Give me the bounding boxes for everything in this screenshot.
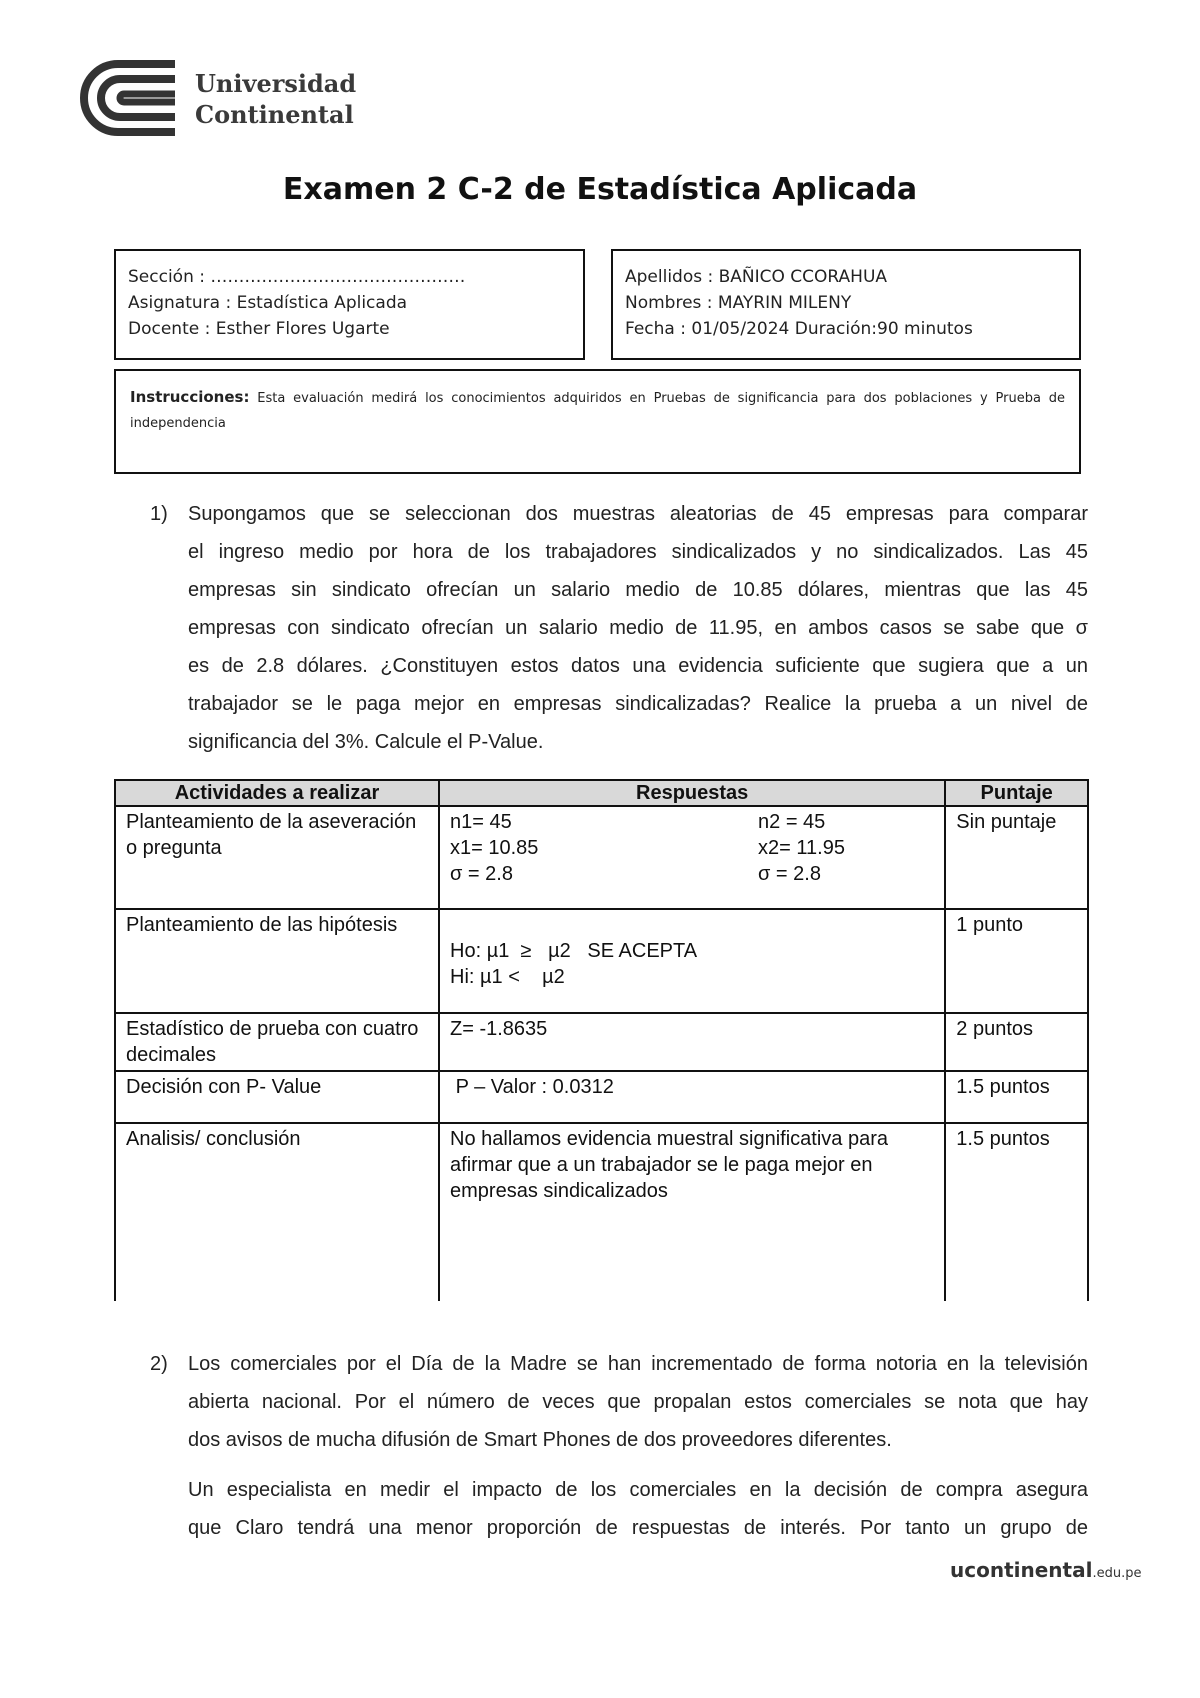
course-info-box: [114, 249, 585, 360]
question-1-line: empresas con sindicato ofrecían un salario medio de 11.95, en ambos casos se sabe que σ: [188, 617, 1088, 639]
activity-cell: Analisis/ conclusión: [115, 1123, 439, 1301]
table-header-row: [115, 780, 1088, 806]
score-cell: 1.5 puntos: [945, 1071, 1088, 1123]
surname-line: Apellidos : BAÑICO CCORAHUA: [625, 267, 888, 287]
score-cell: 2 puntos: [945, 1013, 1088, 1071]
subject-line: Asignatura : Estadística Aplicada: [128, 293, 408, 313]
student-info-box: [611, 249, 1081, 360]
question-1-line: Supongamos que se seleccionan dos muestras aleatorias de 45 empresas para comparar: [188, 503, 1088, 525]
score-cell: 1 punto: [945, 909, 1088, 1013]
teacher-line: Docente : Esther Flores Ugarte: [128, 319, 390, 339]
footer-brand: [950, 1558, 1141, 1582]
table-row: [115, 1013, 1088, 1071]
answer-cell: No hallamos evidencia muestral significativa para afirmar que a un trabajador se le paga mejor en empresas sindicalizados: [439, 1123, 945, 1301]
activity-cell: Planteamiento de la aseveración o pregunta: [115, 806, 439, 909]
header-answers: Respuestas: [439, 780, 945, 806]
logo-line-1: Universidad: [195, 69, 357, 98]
university-logo: [80, 60, 357, 140]
instructions-text: Esta evaluación medirá los conocimientos adquiridos en Pruebas de significancia para dos poblaciones y Prueba de independencia: [130, 391, 1065, 431]
logo-line-2: Continental: [195, 100, 354, 129]
question-2-line: Los comerciales por el Día de la Madre se han incrementado de forma notoria en la televisión: [188, 1353, 1088, 1375]
alt-hypothesis: Hi: µ1 < µ2: [450, 966, 565, 988]
instructions-box: [114, 369, 1081, 474]
table-row: [115, 806, 1088, 909]
sigma1-value: σ = 2.8: [450, 863, 513, 885]
answer-cell: Z= -1.8635: [439, 1013, 945, 1071]
question-2-line: dos avisos de mucha difusión de Smart Phones de dos proveedores diferentes.: [188, 1429, 892, 1451]
question-2-line: Un especialista en medir el impacto de los comerciales en la decisión de compra asegura: [188, 1479, 1088, 1501]
names-line: Nombres : MAYRIN MILENY: [625, 293, 852, 313]
answer-cell: [439, 909, 945, 1013]
x1-value: x1= 10.85: [450, 837, 539, 859]
table-row: [115, 909, 1088, 1013]
sigma2-value: σ = 2.8: [758, 863, 821, 885]
logo-text: [195, 68, 356, 130]
instructions-label: Instrucciones:: [130, 388, 250, 406]
activity-cell: Planteamiento de las hipótesis: [115, 909, 439, 1013]
header-score: Puntaje: [945, 780, 1088, 806]
null-hypothesis: Ho: µ1 ≥ µ2 SE ACEPTA: [450, 940, 698, 962]
question-1-line: empresas sin sindicato ofrecían un salario medio de 10.85 dólares, mientras que las 45: [188, 579, 1088, 601]
answer-cell: [439, 806, 945, 909]
question-1-line: significancia del 3%. Calcule el P-Value.: [188, 731, 544, 753]
question-1-line: el ingreso medio por hora de los trabajadores sindicalizados y no sindicalizados. Las 45: [188, 541, 1088, 563]
exam-title: Examen 2 C-2 de Estadística Aplicada: [282, 172, 918, 207]
table-row: [115, 1071, 1088, 1123]
question-1-line: trabajador se le paga mejor en empresas sindicalizadas? Realice la prueba a un nivel de: [188, 693, 1088, 715]
section-line: Sección : ………………………………………: [128, 267, 466, 287]
activity-cell: Estadístico de prueba con cuatro decimales: [115, 1013, 439, 1071]
n1-value: n1= 45: [450, 811, 512, 833]
question-1-line: es de 2.8 dólares. ¿Constituyen estos datos una evidencia suficiente que sugiera que a un: [188, 655, 1088, 677]
question-2-number: 2): [150, 1353, 168, 1375]
question-1-number: 1): [150, 503, 168, 525]
activity-cell: Decisión con P- Value: [115, 1071, 439, 1123]
logo-mark-icon: [80, 60, 180, 136]
table-row: [115, 1123, 1088, 1301]
score-cell: 1.5 puntos: [945, 1123, 1088, 1301]
header-activities: Actividades a realizar: [115, 780, 439, 806]
x2-value: x2= 11.95: [758, 837, 845, 859]
activities-table: [114, 779, 1089, 1301]
score-cell: Sin puntaje: [945, 806, 1088, 909]
answer-cell: P – Valor : 0.0312: [439, 1071, 945, 1123]
date-line: Fecha : 01/05/2024 Duración:90 minutos: [625, 319, 973, 339]
n2-value: n2 = 45: [758, 811, 826, 833]
footer-brand-domain: .edu.pe: [1092, 1566, 1142, 1581]
question-2-line: abierta nacional. Por el número de veces que propalan estos comerciales se nota que hay: [188, 1391, 1088, 1413]
footer-brand-name: ucontinental: [950, 1558, 1093, 1582]
question-2-line: que Claro tendrá una menor proporción de respuestas de interés. Por tanto un grupo de: [188, 1517, 1088, 1539]
